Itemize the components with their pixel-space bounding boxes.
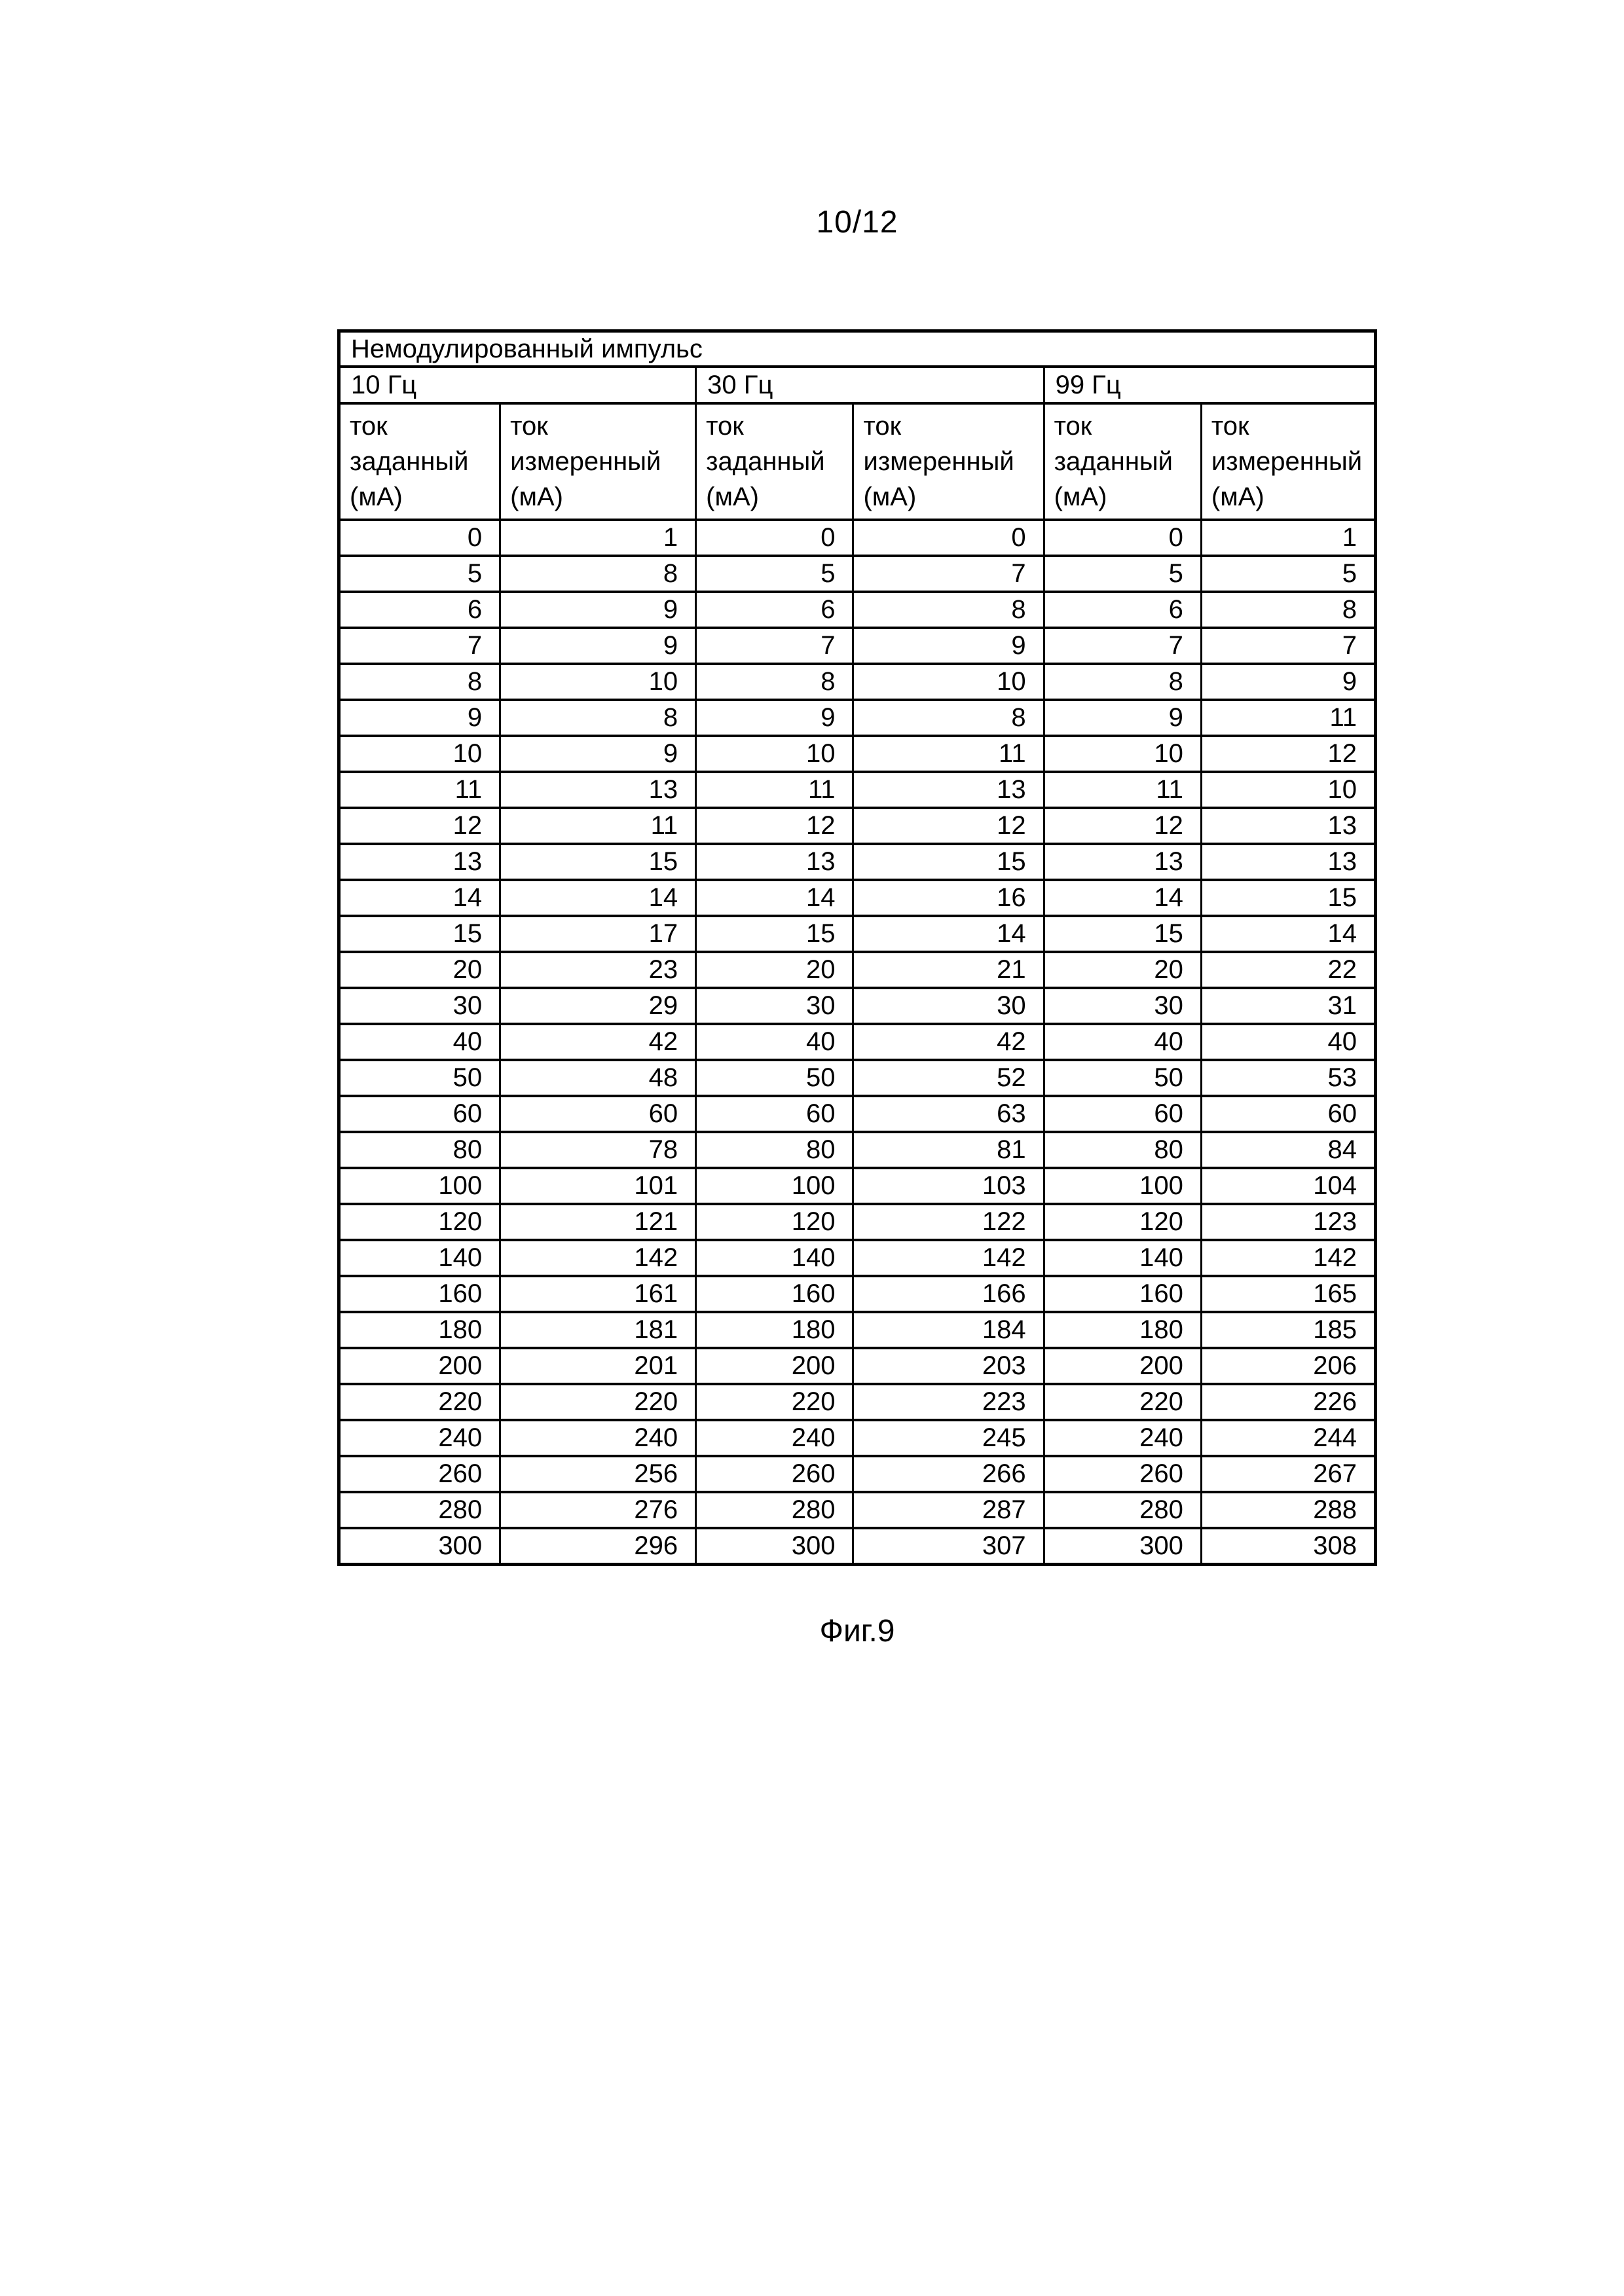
table-row [339, 1312, 1376, 1348]
table-cell: 80 [696, 1132, 853, 1168]
table-row [339, 916, 1376, 952]
table-cell: 276 [500, 1492, 696, 1528]
table-cell: 104 [1201, 1168, 1375, 1204]
table-cell: 0 [339, 520, 500, 556]
table-row [339, 1132, 1376, 1168]
table-cell: 1 [1201, 520, 1375, 556]
table-cell: 14 [1044, 880, 1201, 916]
table-cell: 121 [500, 1204, 696, 1240]
table-cell: 40 [696, 1024, 853, 1060]
col-header-measured-10hz: ток измеренный (мА) [500, 403, 696, 520]
column-header-row [339, 403, 1376, 520]
table-cell: 60 [339, 1096, 500, 1132]
table-cell: 9 [696, 700, 853, 736]
freq-header-10hz: 10 Гц [339, 367, 696, 403]
table-cell: 8 [853, 700, 1044, 736]
table-header [339, 331, 1376, 520]
table-cell: 8 [500, 556, 696, 592]
table-body [339, 520, 1376, 1565]
table-cell: 206 [1201, 1348, 1375, 1384]
table-cell: 6 [696, 592, 853, 628]
table-cell: 13 [339, 844, 500, 880]
table-row [339, 592, 1376, 628]
table-cell: 13 [500, 772, 696, 808]
table-cell: 12 [1044, 808, 1201, 844]
table-cell: 14 [853, 916, 1044, 952]
table-cell: 15 [500, 844, 696, 880]
table-cell: 40 [339, 1024, 500, 1060]
table-cell: 287 [853, 1492, 1044, 1528]
table-row [339, 1384, 1376, 1420]
table-cell: 17 [500, 916, 696, 952]
table-row [339, 556, 1376, 592]
table-cell: 300 [1044, 1528, 1201, 1565]
table-cell: 48 [500, 1060, 696, 1096]
table-cell: 103 [853, 1168, 1044, 1204]
table-cell: 260 [696, 1456, 853, 1492]
table-cell: 8 [1044, 664, 1201, 700]
table-cell: 14 [339, 880, 500, 916]
table-cell: 266 [853, 1456, 1044, 1492]
table-cell: 7 [853, 556, 1044, 592]
table-cell: 11 [1044, 772, 1201, 808]
table-cell: 220 [500, 1384, 696, 1420]
table-cell: 5 [696, 556, 853, 592]
table-cell: 220 [1044, 1384, 1201, 1420]
table-cell: 9 [500, 736, 696, 772]
table-cell: 140 [339, 1240, 500, 1276]
table-cell: 20 [1044, 952, 1201, 988]
table-cell: 50 [1044, 1060, 1201, 1096]
table-cell: 84 [1201, 1132, 1375, 1168]
page-number: 10/12 [816, 205, 898, 240]
table-cell: 9 [1044, 700, 1201, 736]
table-cell: 100 [339, 1168, 500, 1204]
table-cell: 15 [339, 916, 500, 952]
table-cell: 10 [1044, 736, 1201, 772]
table-cell: 13 [853, 772, 1044, 808]
table-cell: 13 [1201, 808, 1375, 844]
table-cell: 180 [696, 1312, 853, 1348]
table-cell: 42 [853, 1024, 1044, 1060]
table-cell: 10 [696, 736, 853, 772]
table-cell: 300 [696, 1528, 853, 1565]
table-cell: 180 [339, 1312, 500, 1348]
table-cell: 10 [853, 664, 1044, 700]
table-cell: 52 [853, 1060, 1044, 1096]
table-cell: 180 [1044, 1312, 1201, 1348]
table-cell: 280 [1044, 1492, 1201, 1528]
table-cell: 142 [1201, 1240, 1375, 1276]
table-row [339, 1492, 1376, 1528]
table-cell: 181 [500, 1312, 696, 1348]
table-cell: 11 [853, 736, 1044, 772]
table-cell: 6 [1044, 592, 1201, 628]
table-cell: 15 [1044, 916, 1201, 952]
table-cell: 101 [500, 1168, 696, 1204]
table-title-row [339, 331, 1376, 367]
table-cell: 22 [1201, 952, 1375, 988]
table-cell: 13 [1201, 844, 1375, 880]
table-cell: 8 [339, 664, 500, 700]
table-cell: 60 [500, 1096, 696, 1132]
table-cell: 200 [339, 1348, 500, 1384]
table-row [339, 1204, 1376, 1240]
table-cell: 40 [1201, 1024, 1375, 1060]
table-cell: 30 [1044, 988, 1201, 1024]
table-cell: 63 [853, 1096, 1044, 1132]
table-cell: 60 [1201, 1096, 1375, 1132]
col-header-measured-99hz: ток измеренный (мА) [1201, 403, 1375, 520]
table-cell: 14 [500, 880, 696, 916]
table-cell: 53 [1201, 1060, 1375, 1096]
col-header-set-10hz: ток заданный (мА) [339, 403, 500, 520]
table-cell: 161 [500, 1276, 696, 1312]
table-cell: 240 [696, 1420, 853, 1456]
table-cell: 280 [696, 1492, 853, 1528]
table-cell: 200 [1044, 1348, 1201, 1384]
table-title: Немодулированный импульс [339, 331, 1376, 367]
table-cell: 11 [339, 772, 500, 808]
table-cell: 140 [1044, 1240, 1201, 1276]
table-cell: 166 [853, 1276, 1044, 1312]
table-cell: 120 [696, 1204, 853, 1240]
table-cell: 160 [1044, 1276, 1201, 1312]
table-cell: 15 [1201, 880, 1375, 916]
table-cell: 240 [500, 1420, 696, 1456]
table-cell: 300 [339, 1528, 500, 1565]
col-header-set-99hz: ток заданный (мА) [1044, 403, 1201, 520]
table-cell: 11 [1201, 700, 1375, 736]
table-cell: 12 [339, 808, 500, 844]
freq-header-99hz: 99 Гц [1044, 367, 1375, 403]
table-cell: 12 [1201, 736, 1375, 772]
table-cell: 30 [853, 988, 1044, 1024]
table-cell: 29 [500, 988, 696, 1024]
table-cell: 7 [696, 628, 853, 664]
table-cell: 8 [853, 592, 1044, 628]
table-cell: 1 [500, 520, 696, 556]
table-cell: 122 [853, 1204, 1044, 1240]
table-cell: 240 [339, 1420, 500, 1456]
table-cell: 8 [500, 700, 696, 736]
table-row [339, 952, 1376, 988]
table-row [339, 664, 1376, 700]
table-cell: 11 [696, 772, 853, 808]
table-cell: 20 [339, 952, 500, 988]
table-row [339, 772, 1376, 808]
table-cell: 120 [339, 1204, 500, 1240]
table-cell: 226 [1201, 1384, 1375, 1420]
table-cell: 0 [853, 520, 1044, 556]
table-cell: 15 [853, 844, 1044, 880]
table-row [339, 700, 1376, 736]
table-cell: 308 [1201, 1528, 1375, 1565]
table-row [339, 844, 1376, 880]
col-header-measured-30hz: ток измеренный (мА) [853, 403, 1044, 520]
table-cell: 10 [339, 736, 500, 772]
table-cell: 160 [339, 1276, 500, 1312]
table-cell: 50 [339, 1060, 500, 1096]
table-row [339, 808, 1376, 844]
table-cell: 244 [1201, 1420, 1375, 1456]
table-cell: 267 [1201, 1456, 1375, 1492]
table-cell: 8 [696, 664, 853, 700]
table-cell: 7 [339, 628, 500, 664]
table-cell: 7 [1201, 628, 1375, 664]
table-cell: 23 [500, 952, 696, 988]
table-row [339, 520, 1376, 556]
table-cell: 30 [696, 988, 853, 1024]
table-cell: 50 [696, 1060, 853, 1096]
table-row [339, 880, 1376, 916]
table-cell: 0 [1044, 520, 1201, 556]
table-cell: 60 [1044, 1096, 1201, 1132]
table-cell: 203 [853, 1348, 1044, 1384]
table-cell: 307 [853, 1528, 1044, 1565]
table-cell: 100 [1044, 1168, 1201, 1204]
freq-header-30hz: 30 Гц [696, 367, 1044, 403]
table-cell: 30 [339, 988, 500, 1024]
table-cell: 7 [1044, 628, 1201, 664]
table-cell: 5 [1044, 556, 1201, 592]
table-cell: 142 [853, 1240, 1044, 1276]
table-cell: 12 [853, 808, 1044, 844]
table-cell: 0 [696, 520, 853, 556]
table-cell: 185 [1201, 1312, 1375, 1348]
table-cell: 10 [500, 664, 696, 700]
col-header-set-30hz: ток заданный (мА) [696, 403, 853, 520]
table-cell: 5 [1201, 556, 1375, 592]
table-cell: 42 [500, 1024, 696, 1060]
table-cell: 280 [339, 1492, 500, 1528]
table-cell: 184 [853, 1312, 1044, 1348]
table-cell: 15 [696, 916, 853, 952]
table-cell: 160 [696, 1276, 853, 1312]
table-cell: 220 [696, 1384, 853, 1420]
table-cell: 31 [1201, 988, 1375, 1024]
table-row [339, 1528, 1376, 1565]
table-row [339, 1024, 1376, 1060]
table-row [339, 628, 1376, 664]
table-row [339, 1348, 1376, 1384]
table-cell: 288 [1201, 1492, 1375, 1528]
table-cell: 123 [1201, 1204, 1375, 1240]
current-measurement-table [337, 329, 1377, 1566]
table-row [339, 1168, 1376, 1204]
table-cell: 200 [696, 1348, 853, 1384]
table-cell: 14 [696, 880, 853, 916]
table-row [339, 1096, 1376, 1132]
table-row [339, 736, 1376, 772]
table-row [339, 1456, 1376, 1492]
figure-caption: Фиг.9 [819, 1614, 895, 1649]
table-cell: 13 [1044, 844, 1201, 880]
table-cell: 20 [696, 952, 853, 988]
table-cell: 142 [500, 1240, 696, 1276]
table-cell: 240 [1044, 1420, 1201, 1456]
table-cell: 165 [1201, 1276, 1375, 1312]
table-cell: 8 [1201, 592, 1375, 628]
table-cell: 296 [500, 1528, 696, 1565]
frequency-header-row [339, 367, 1376, 403]
table-cell: 81 [853, 1132, 1044, 1168]
table-row [339, 1276, 1376, 1312]
table-cell: 60 [696, 1096, 853, 1132]
table-cell: 80 [1044, 1132, 1201, 1168]
table-cell: 260 [339, 1456, 500, 1492]
table-cell: 6 [339, 592, 500, 628]
table-cell: 120 [1044, 1204, 1201, 1240]
table-cell: 21 [853, 952, 1044, 988]
table-cell: 9 [1201, 664, 1375, 700]
table-cell: 13 [696, 844, 853, 880]
table-cell: 223 [853, 1384, 1044, 1420]
table-cell: 260 [1044, 1456, 1201, 1492]
table-cell: 245 [853, 1420, 1044, 1456]
table-cell: 100 [696, 1168, 853, 1204]
table-cell: 9 [339, 700, 500, 736]
table-row [339, 1420, 1376, 1456]
table-cell: 10 [1201, 772, 1375, 808]
table-cell: 256 [500, 1456, 696, 1492]
table-cell: 80 [339, 1132, 500, 1168]
table-cell: 220 [339, 1384, 500, 1420]
table-cell: 78 [500, 1132, 696, 1168]
table-cell: 11 [500, 808, 696, 844]
table-cell: 9 [500, 628, 696, 664]
table-row [339, 988, 1376, 1024]
table-row [339, 1060, 1376, 1096]
table-cell: 201 [500, 1348, 696, 1384]
table-row [339, 1240, 1376, 1276]
table-cell: 12 [696, 808, 853, 844]
table-cell: 9 [500, 592, 696, 628]
table-cell: 9 [853, 628, 1044, 664]
table-cell: 16 [853, 880, 1044, 916]
table-cell: 14 [1201, 916, 1375, 952]
table-cell: 40 [1044, 1024, 1201, 1060]
table-cell: 140 [696, 1240, 853, 1276]
table-cell: 5 [339, 556, 500, 592]
